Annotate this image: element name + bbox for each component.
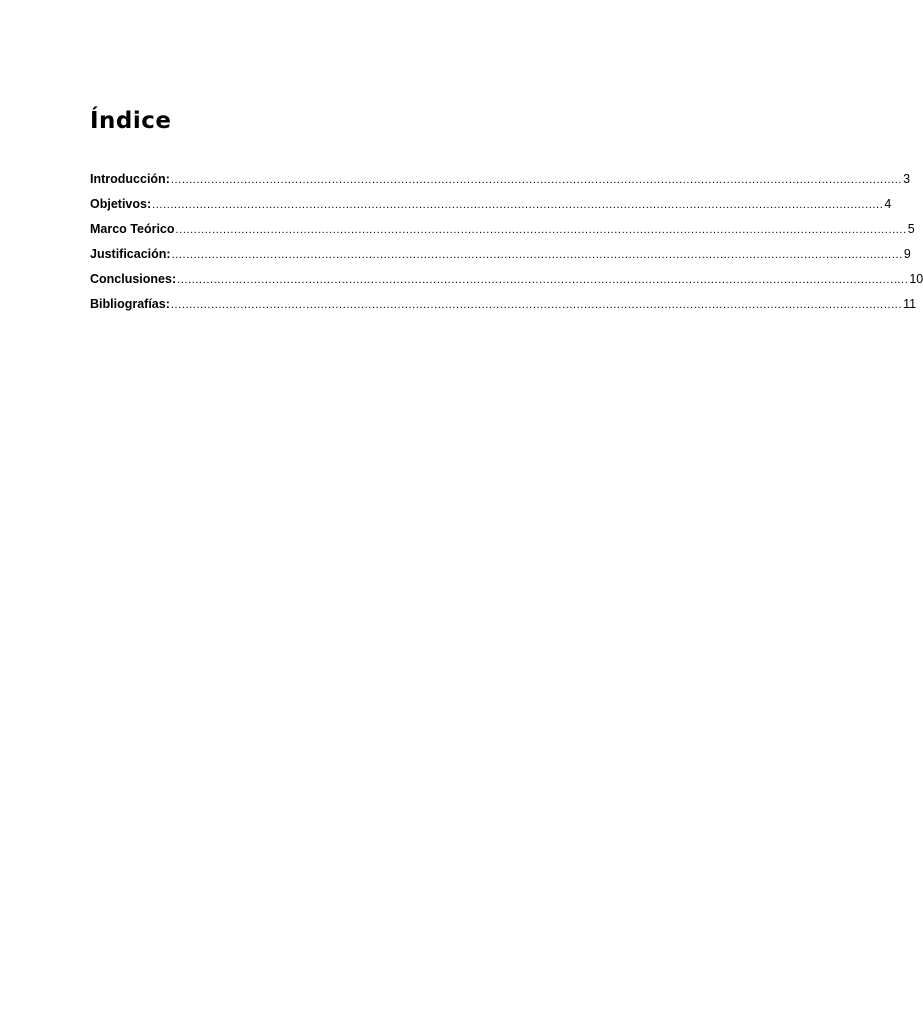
toc-entry-bibliografias[interactable] <box>90 295 917 320</box>
toc-dot-leader: ........................................................................................................................................................................................................ <box>170 299 903 311</box>
toc-entry-label: Introducción: <box>90 172 170 186</box>
toc-dot-leader: ........................................................................................................................................................................................................ <box>177 274 909 286</box>
toc-entry-marco-teorico[interactable] <box>90 220 915 245</box>
table-of-contents <box>90 170 923 320</box>
toc-dot-leader: ........................................................................................................................................................................................................ <box>171 249 903 261</box>
toc-page-number: 11 <box>903 297 917 311</box>
toc-entry-label: Justificación: <box>90 247 171 261</box>
toc-page-number: 9 <box>903 247 911 261</box>
toc-page-number: 3 <box>903 172 911 186</box>
page-title: Índice <box>90 108 172 134</box>
toc-entry-introduccion[interactable] <box>90 170 911 195</box>
toc-page-number: 5 <box>907 222 915 236</box>
toc-entry-label: Objetivos: <box>90 197 152 211</box>
toc-page-number: 10 <box>909 272 923 286</box>
toc-entry-label: Marco Teórico <box>90 222 175 236</box>
toc-entry-conclusiones[interactable] <box>90 270 923 295</box>
toc-entry-justificacion[interactable] <box>90 245 911 270</box>
toc-entry-objetivos[interactable] <box>90 195 892 220</box>
toc-entry-label: Conclusiones: <box>90 272 177 286</box>
toc-page-number: 4 <box>884 197 892 211</box>
toc-dot-leader: ........................................................................................................................................................................................................ <box>152 199 884 211</box>
toc-entry-label: Bibliografías: <box>90 297 170 311</box>
toc-dot-leader: ........................................................................................................................................................................................................ <box>170 174 903 186</box>
toc-dot-leader: ........................................................................................................................................................................................................ <box>175 224 907 236</box>
